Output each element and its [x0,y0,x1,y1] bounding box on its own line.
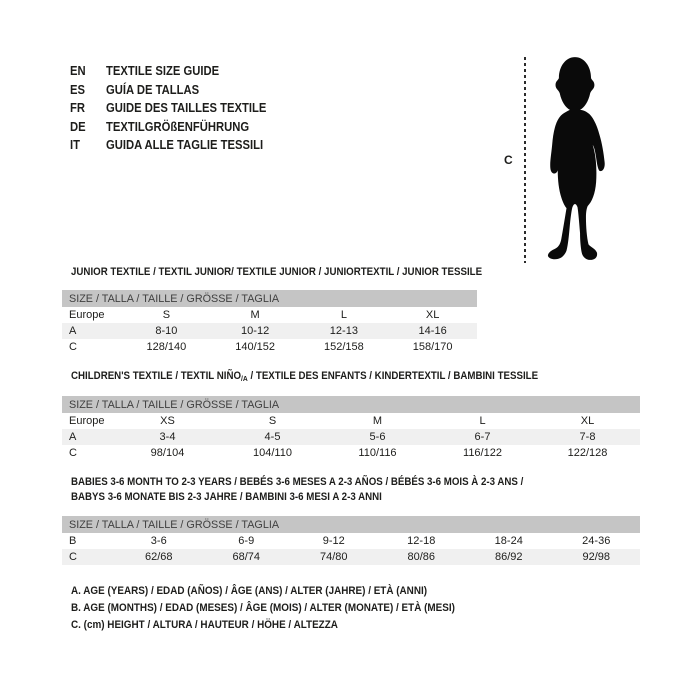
children-section-heading: CHILDREN'S TEXTILE / TEXTIL $NIÑO_{/A}$ / TEXTILE DES ENFANTS / KINDERTEXTIL / BAMBINI TESSILE [71,370,539,383]
age-cell: 12-18 [407,535,436,547]
junior-size-table [62,290,477,355]
size-cell: XS [160,415,175,427]
age-cell: 9-12 [322,535,345,547]
height-measure-dotted-line [524,57,526,263]
legend-notes [71,583,498,633]
language-row [70,136,288,155]
row-label: C [69,447,77,459]
table-row [62,339,477,355]
row-label: A [62,323,122,339]
height-cell: 140/152 [235,341,275,353]
age-cell: 5-6 [325,429,430,445]
height-measure-label: C [504,153,513,167]
size-cell: M [372,415,383,427]
height-cell: 62/68 [115,549,203,565]
size-cell: L [479,415,486,427]
row-label: Europe [69,415,105,427]
age-cell: 7-8 [535,429,640,445]
table-row [62,413,640,429]
size-cell: S [268,415,277,427]
age-cell: 8-10 [122,323,211,339]
language-label: GUIDE DES TAILLES TEXTILE [106,101,267,115]
junior-section-heading: JUNIOR TEXTILE / TEXTIL JUNIOR/ TEXTILE JUNIOR / JUNIORTEXTIL / JUNIOR TESSILE [71,266,483,278]
language-code: FR [70,101,86,115]
babies-heading-line1: BABIES 3-6 MONTH TO 2-3 YEARS / BEBÉS 3-6 MESES A 2-3 AÑOS / BÉBÉS 3-6 MOIS À 2-3 ANS / [71,476,524,488]
height-cell: 122/128 [567,447,608,459]
table-row [62,445,640,461]
baby-silhouette-icon [531,55,624,262]
language-label: TEXTILE SIZE GUIDE [106,64,220,78]
size-cell: M [250,309,260,321]
age-cell: 18-24 [494,535,523,547]
table-row [62,429,640,445]
age-cell: 4-5 [220,429,325,445]
size-header: SIZE / TALLA / TAILLE / GRÖSSE / TAGLIA [62,396,640,413]
language-label: GUÍA DE TALLAS [106,82,200,97]
language-label: GUIDA ALLE TAGLIE TESSILI [106,138,264,152]
height-cell: 152/158 [323,341,364,353]
note-a: A. AGE (YEARS) / EDAD (AÑOS) / ÂGE (ANS) / ALTER (JAHRE) / ETÀ (ANNI) [71,585,428,597]
nino-a-subscript: /A [241,374,248,383]
size-cell: L [340,309,347,321]
children-size-table [62,396,640,461]
height-cell: 128/140 [146,341,187,353]
language-code: IT [70,138,80,152]
language-row [70,99,288,118]
table-row [62,549,640,565]
row-label: C [69,341,77,353]
height-cell: 74/80 [290,549,378,565]
row-label: C [62,549,115,565]
row-label: B [69,535,77,547]
language-code: ES [70,82,86,97]
height-cell: 98/104 [150,447,185,459]
size-cell: S [162,309,171,321]
note-c: C. (cm) HEIGHT / ALTURA / HAUTEUR / HÖHE / ALTEZZA [71,618,338,631]
babies-size-table [62,516,640,565]
height-cell: 92/98 [553,549,641,565]
table-row [62,533,640,549]
age-cell: 12-13 [300,323,389,339]
size-header: SIZE / TALLA / TAILLE / GRÖSSE / TAGLIA [62,516,640,533]
language-row [70,81,288,100]
height-cell: 86/92 [465,549,553,565]
size-cell: XL [580,415,595,427]
table-header-row [62,516,640,533]
language-row [70,62,288,81]
age-cell: 6-9 [238,535,255,547]
language-list [70,62,288,155]
table-row [62,307,477,323]
age-cell: 10-12 [211,323,300,339]
height-cell: 68/74 [203,549,291,565]
size-header: SIZE / TALLA / TAILLE / GRÖSSE / TAGLIA [62,290,477,307]
table-header-row [62,396,640,413]
age-cell: 14-16 [388,323,477,339]
language-code: EN [70,64,86,78]
age-cell: 3-4 [115,429,220,445]
table-header-row [62,290,477,307]
note-b: B. AGE (MONTHS) / EDAD (MESES) / ÂGE (MOIS) / ALTER (MONATE) / ETÀ (MESI) [71,601,455,614]
age-cell: 24-36 [582,535,611,547]
age-cell: 3-6 [150,535,167,547]
height-cell: 104/110 [253,447,292,459]
language-code: DE [70,119,86,134]
age-cell: 6-7 [430,429,535,445]
height-cell: 80/86 [378,549,466,565]
size-cell: XL [425,309,440,321]
language-label: TEXTILGRÖßENFÜHRUNG [106,119,250,134]
table-row [62,323,477,339]
babies-heading-line2: BABYS 3-6 MONATE BIS 2-3 JAHRE / BAMBINI 3-6 MESI A 2-3 ANNI [71,490,382,503]
row-label: A [62,429,115,445]
babies-section-heading [71,475,574,504]
height-cell: 116/122 [463,447,502,459]
height-cell: 110/116 [358,447,397,459]
language-row [70,118,288,137]
row-label: Europe [69,309,105,321]
height-cell: 158/170 [412,341,453,353]
